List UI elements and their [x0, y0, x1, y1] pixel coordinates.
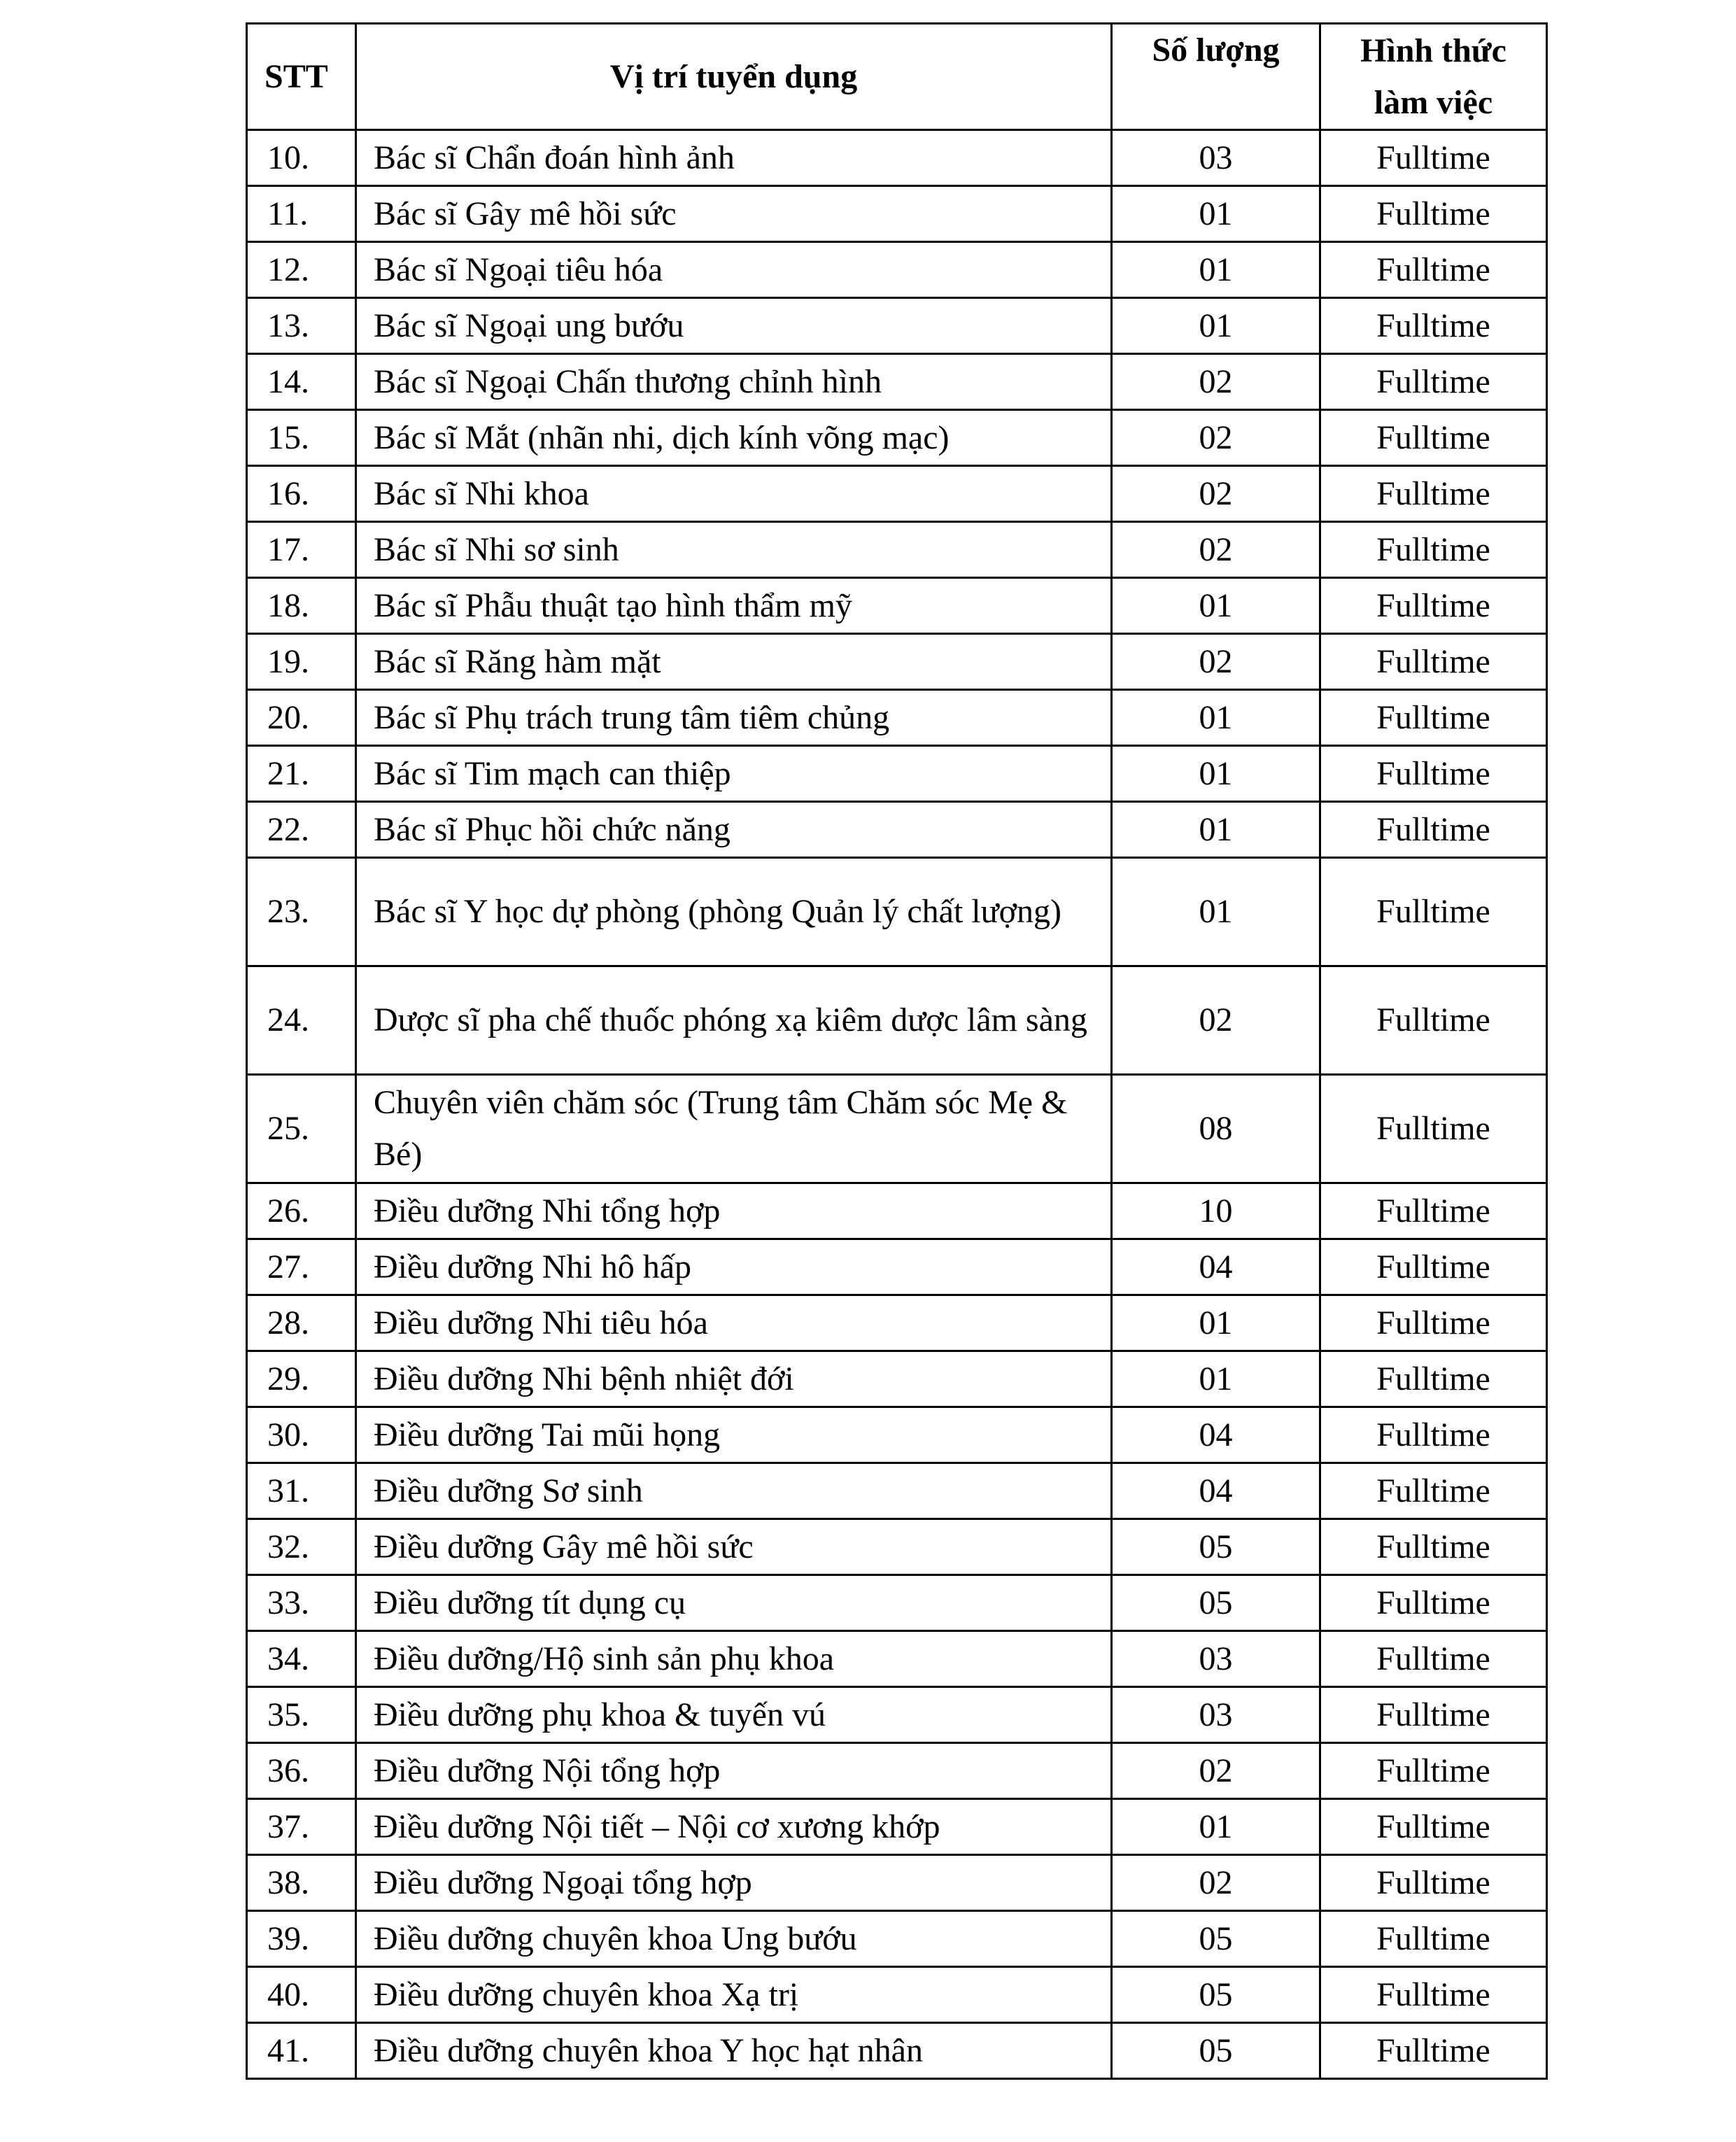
row-position: Bác sĩ Phục hồi chức năng: [356, 802, 1112, 858]
row-work-type: Fulltime: [1320, 858, 1547, 966]
row-position: Điều dưỡng chuyên khoa Xạ trị: [356, 1967, 1112, 2023]
table-row: [247, 1575, 1547, 1631]
row-stt: 40.: [247, 1967, 356, 2023]
table-row: [247, 1799, 1547, 1855]
table-row: [247, 1351, 1547, 1407]
row-work-type: Fulltime: [1320, 1743, 1547, 1799]
row-position: Bác sĩ Phẫu thuật tạo hình thẩm mỹ: [356, 578, 1112, 634]
table-row: [247, 1911, 1547, 1967]
row-position: Điều dưỡng Nhi tiêu hóa: [356, 1295, 1112, 1351]
row-work-type: Fulltime: [1320, 746, 1547, 802]
table-row: [247, 1519, 1547, 1575]
row-work-type: Fulltime: [1320, 1911, 1547, 1967]
row-work-type: Fulltime: [1320, 1855, 1547, 1911]
row-quantity: 02: [1112, 410, 1320, 466]
row-work-type: Fulltime: [1320, 690, 1547, 746]
recruitment-table: [246, 22, 1548, 2080]
table-row: [247, 242, 1547, 298]
table-row: [247, 1631, 1547, 1687]
table-row: [247, 1463, 1547, 1519]
row-quantity: 01: [1112, 242, 1320, 298]
row-quantity: 05: [1112, 2023, 1320, 2079]
row-stt: 13.: [247, 298, 356, 354]
row-quantity: 05: [1112, 1519, 1320, 1575]
row-stt: 32.: [247, 1519, 356, 1575]
row-work-type: Fulltime: [1320, 354, 1547, 410]
table-row: [247, 130, 1547, 186]
row-stt: 22.: [247, 802, 356, 858]
row-quantity: 01: [1112, 858, 1320, 966]
row-quantity: 04: [1112, 1239, 1320, 1295]
table-body: [247, 130, 1547, 2079]
row-work-type: Fulltime: [1320, 966, 1547, 1075]
row-work-type: Fulltime: [1320, 1967, 1547, 2023]
row-stt: 12.: [247, 242, 356, 298]
table-row: [247, 466, 1547, 522]
row-quantity: 10: [1112, 1183, 1320, 1239]
row-position: Điều dưỡng Ngoại tổng hợp: [356, 1855, 1112, 1911]
row-work-type: Fulltime: [1320, 1075, 1547, 1183]
row-position: Điều dưỡng Nhi bệnh nhiệt đới: [356, 1351, 1112, 1407]
row-work-type: Fulltime: [1320, 1799, 1547, 1855]
row-position: Bác sĩ Ngoại ung bướu: [356, 298, 1112, 354]
row-stt: 29.: [247, 1351, 356, 1407]
row-stt: 18.: [247, 578, 356, 634]
row-stt: 16.: [247, 466, 356, 522]
row-stt: 10.: [247, 130, 356, 186]
table-row: [247, 1407, 1547, 1463]
row-stt: 35.: [247, 1687, 356, 1743]
row-quantity: 01: [1112, 298, 1320, 354]
row-quantity: 02: [1112, 1743, 1320, 1799]
row-position: Bác sĩ Ngoại tiêu hóa: [356, 242, 1112, 298]
table-row: [247, 1183, 1547, 1239]
row-position: Bác sĩ Ngoại Chấn thương chỉnh hình: [356, 354, 1112, 410]
row-stt: 31.: [247, 1463, 356, 1519]
row-position: Điều dưỡng chuyên khoa Y học hạt nhân: [356, 2023, 1112, 2079]
table-row: [247, 746, 1547, 802]
table-row: [247, 2023, 1547, 2079]
table-row: [247, 298, 1547, 354]
row-quantity: 01: [1112, 802, 1320, 858]
row-stt: 25.: [247, 1075, 356, 1183]
table-row: [247, 354, 1547, 410]
table-row: [247, 1687, 1547, 1743]
header-work-type-line2: làm việc: [1374, 83, 1493, 121]
row-work-type: Fulltime: [1320, 522, 1547, 578]
row-stt: 17.: [247, 522, 356, 578]
row-quantity: 02: [1112, 354, 1320, 410]
row-stt: 23.: [247, 858, 356, 966]
row-position: Điều dưỡng Nội tổng hợp: [356, 1743, 1112, 1799]
row-work-type: Fulltime: [1320, 410, 1547, 466]
row-quantity: 03: [1112, 1687, 1320, 1743]
row-position: Bác sĩ Tim mạch can thiệp: [356, 746, 1112, 802]
row-stt: 19.: [247, 634, 356, 690]
row-quantity: 01: [1112, 690, 1320, 746]
row-work-type: Fulltime: [1320, 1407, 1547, 1463]
row-quantity: 05: [1112, 1911, 1320, 1967]
header-stt: STT: [247, 24, 356, 130]
row-quantity: 02: [1112, 522, 1320, 578]
row-quantity: 01: [1112, 1295, 1320, 1351]
row-work-type: Fulltime: [1320, 1295, 1547, 1351]
table-row: [247, 802, 1547, 858]
row-position: Điều dưỡng Sơ sinh: [356, 1463, 1112, 1519]
table-row: [247, 966, 1547, 1075]
row-quantity: 02: [1112, 634, 1320, 690]
row-stt: 38.: [247, 1855, 356, 1911]
row-quantity: 08: [1112, 1075, 1320, 1183]
row-position: Điều dưỡng chuyên khoa Ung bướu: [356, 1911, 1112, 1967]
row-stt: 11.: [247, 186, 356, 242]
row-work-type: Fulltime: [1320, 1239, 1547, 1295]
row-stt: 15.: [247, 410, 356, 466]
row-work-type: Fulltime: [1320, 1351, 1547, 1407]
row-work-type: Fulltime: [1320, 1183, 1547, 1239]
row-stt: 39.: [247, 1911, 356, 1967]
row-work-type: Fulltime: [1320, 802, 1547, 858]
row-work-type: Fulltime: [1320, 1631, 1547, 1687]
table-row: [247, 578, 1547, 634]
row-position: Điều dưỡng phụ khoa & tuyến vú: [356, 1687, 1112, 1743]
table-row: [247, 1743, 1547, 1799]
row-quantity: 01: [1112, 1351, 1320, 1407]
table-row: [247, 1855, 1547, 1911]
row-quantity: 02: [1112, 466, 1320, 522]
row-quantity: 01: [1112, 186, 1320, 242]
header-quantity-label: Số lượng: [1152, 31, 1280, 69]
table-row: [247, 1967, 1547, 2023]
row-work-type: Fulltime: [1320, 466, 1547, 522]
row-stt: 37.: [247, 1799, 356, 1855]
row-position: Bác sĩ Nhi sơ sinh: [356, 522, 1112, 578]
row-stt: 24.: [247, 966, 356, 1075]
row-stt: 41.: [247, 2023, 356, 2079]
row-work-type: Fulltime: [1320, 130, 1547, 186]
row-position: Bác sĩ Răng hàm mặt: [356, 634, 1112, 690]
row-stt: 34.: [247, 1631, 356, 1687]
row-work-type: Fulltime: [1320, 1687, 1547, 1743]
row-stt: 21.: [247, 746, 356, 802]
row-work-type: Fulltime: [1320, 578, 1547, 634]
row-stt: 33.: [247, 1575, 356, 1631]
table-row: [247, 634, 1547, 690]
row-position: Bác sĩ Gây mê hồi sức: [356, 186, 1112, 242]
row-stt: 36.: [247, 1743, 356, 1799]
row-stt: 14.: [247, 354, 356, 410]
row-work-type: Fulltime: [1320, 1463, 1547, 1519]
table-row: [247, 522, 1547, 578]
table-row: [247, 690, 1547, 746]
row-position: Bác sĩ Mắt (nhãn nhi, dịch kính võng mạc): [356, 410, 1112, 466]
row-quantity: 03: [1112, 130, 1320, 186]
row-work-type: Fulltime: [1320, 1519, 1547, 1575]
row-work-type: Fulltime: [1320, 186, 1547, 242]
row-stt: 26.: [247, 1183, 356, 1239]
row-position: Dược sĩ pha chế thuốc phóng xạ kiêm dược lâm sàng: [356, 966, 1112, 1075]
row-position: Điều dưỡng tít dụng cụ: [356, 1575, 1112, 1631]
header-quantity: [1112, 24, 1320, 130]
row-quantity: 01: [1112, 578, 1320, 634]
row-position: Bác sĩ Phụ trách trung tâm tiêm chủng: [356, 690, 1112, 746]
row-quantity: 01: [1112, 746, 1320, 802]
header-work-type: [1320, 24, 1547, 130]
row-position: Bác sĩ Nhi khoa: [356, 466, 1112, 522]
row-quantity: 02: [1112, 1855, 1320, 1911]
row-quantity: 05: [1112, 1967, 1320, 2023]
row-work-type: Fulltime: [1320, 242, 1547, 298]
row-work-type: Fulltime: [1320, 634, 1547, 690]
row-quantity: 04: [1112, 1407, 1320, 1463]
row-quantity: 05: [1112, 1575, 1320, 1631]
row-position: Chuyên viên chăm sóc (Trung tâm Chăm sóc Mẹ & Bé): [356, 1075, 1112, 1183]
row-position: Bác sĩ Y học dự phòng (phòng Quản lý chất lượng): [356, 858, 1112, 966]
row-quantity: 02: [1112, 966, 1320, 1075]
row-position: Bác sĩ Chẩn đoán hình ảnh: [356, 130, 1112, 186]
table-row: [247, 410, 1547, 466]
row-quantity: 03: [1112, 1631, 1320, 1687]
row-position: Điều dưỡng/Hộ sinh sản phụ khoa: [356, 1631, 1112, 1687]
table-row: [247, 1295, 1547, 1351]
row-stt: 30.: [247, 1407, 356, 1463]
row-work-type: Fulltime: [1320, 298, 1547, 354]
row-stt: 20.: [247, 690, 356, 746]
table-row: [247, 186, 1547, 242]
header-position: Vị trí tuyển dụng: [356, 24, 1112, 130]
table-row: [247, 1075, 1547, 1183]
row-position: Điều dưỡng Nhi tổng hợp: [356, 1183, 1112, 1239]
row-position: Điều dưỡng Nhi hô hấp: [356, 1239, 1112, 1295]
row-position: Điều dưỡng Nội tiết – Nội cơ xương khớp: [356, 1799, 1112, 1855]
row-quantity: 04: [1112, 1463, 1320, 1519]
row-work-type: Fulltime: [1320, 2023, 1547, 2079]
table-header-row: [247, 24, 1547, 130]
row-stt: 28.: [247, 1295, 356, 1351]
row-position: Điều dưỡng Tai mũi họng: [356, 1407, 1112, 1463]
row-quantity: 01: [1112, 1799, 1320, 1855]
table-row: [247, 1239, 1547, 1295]
row-position: Điều dưỡng Gây mê hồi sức: [356, 1519, 1112, 1575]
row-stt: 27.: [247, 1239, 356, 1295]
header-work-type-line1: Hình thức: [1360, 31, 1506, 69]
table-row: [247, 858, 1547, 966]
row-work-type: Fulltime: [1320, 1575, 1547, 1631]
